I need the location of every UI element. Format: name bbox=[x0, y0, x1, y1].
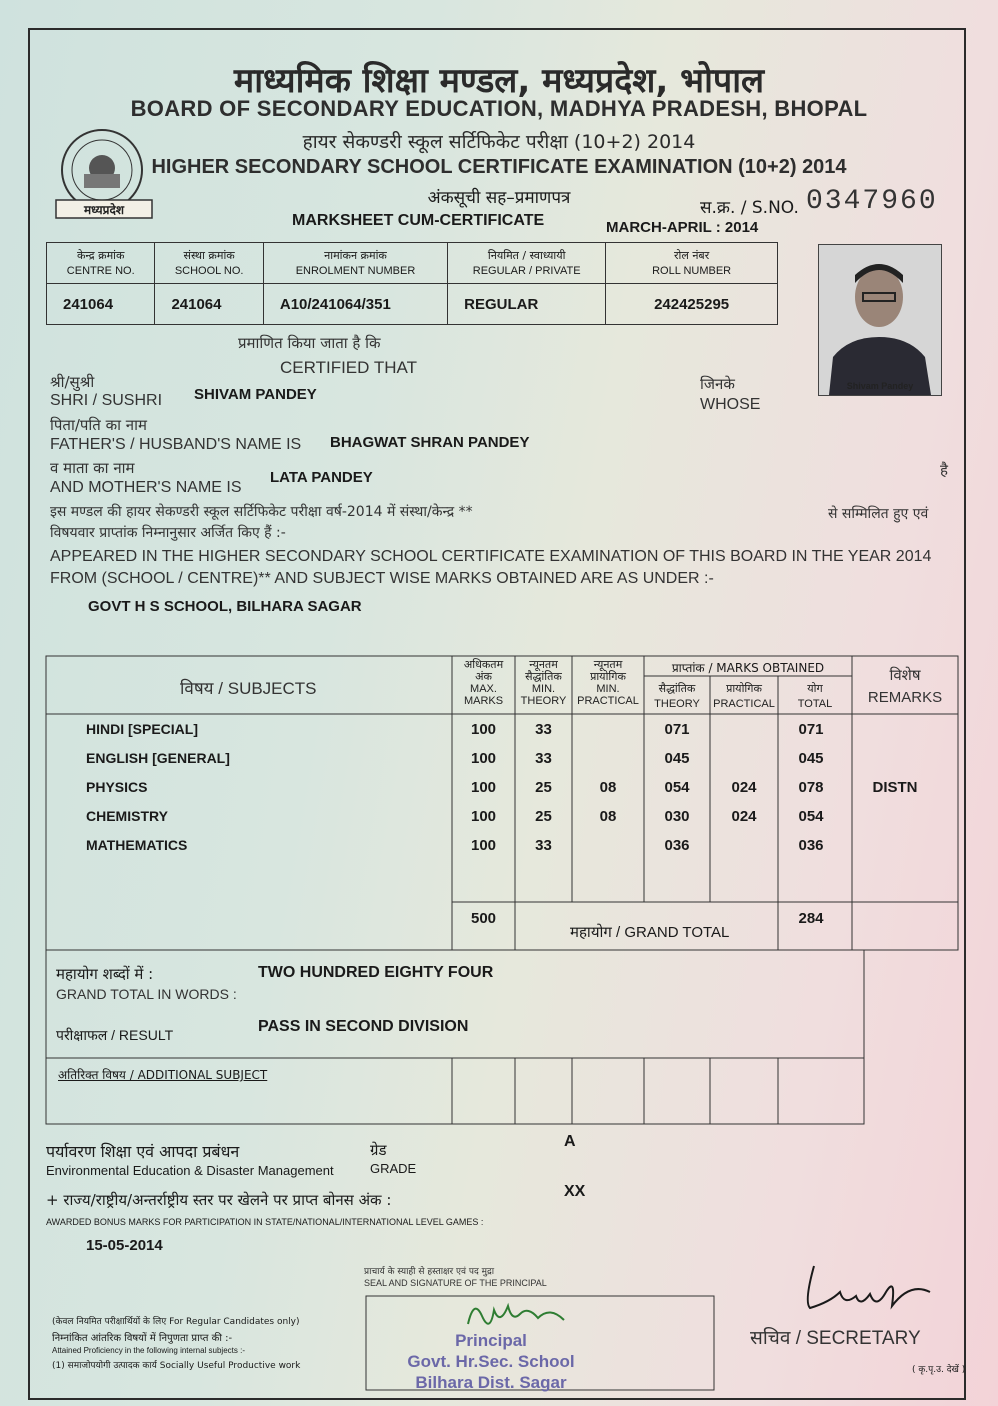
marks-min-pr-cell: 08 bbox=[599, 808, 617, 825]
whose-english: WHOSE bbox=[700, 396, 761, 413]
note-proficiency-english: Attained Proficiency in the following internal subjects :- bbox=[52, 1346, 245, 1355]
school-no-header: संस्था क्रमांक SCHOOL NO. bbox=[155, 243, 263, 284]
marks-max-cell: 100 bbox=[470, 750, 497, 767]
appeared-hindi-3: विषयवार प्राप्तांक निम्नानुसार अर्जित किए हैं :- bbox=[50, 525, 286, 541]
mother-name: LATA PANDEY bbox=[270, 469, 373, 486]
board-name-hindi: माध्यमिक शिक्षा मण्डल, मध्यप्रदेश, भोपाल bbox=[233, 61, 765, 101]
certified-english: CERTIFIED THAT bbox=[280, 358, 417, 377]
photo-caption: Shivam Pandey bbox=[846, 381, 914, 391]
marks-obtained-header: प्राप्तांक / MARKS OBTAINED bbox=[671, 661, 825, 675]
grand-total-label: महायोग / GRAND TOTAL bbox=[570, 923, 730, 941]
practical-header: प्रायोगिक PRACTICAL bbox=[713, 682, 775, 710]
seal-label-english: SEAL AND SIGNATURE OF THE PRINCIPAL bbox=[364, 1278, 547, 1288]
issue-date: 15-05-2014 bbox=[86, 1237, 163, 1254]
marksheet-title-hindi: अंकसूची सह–प्रमाणपत्र bbox=[427, 188, 571, 208]
bonus-english: AWARDED BONUS MARKS FOR PARTICIPATION IN STATE/NATIONAL/INTERNATIONAL LEVEL GAMES : bbox=[46, 1217, 484, 1227]
regular-private-header: नियमित / स्वाध्यायी REGULAR / PRIVATE bbox=[448, 243, 606, 284]
marks-max-cell: 100 bbox=[470, 837, 497, 854]
env-edu-hindi: पर्यावरण शिक्षा एवं आपदा प्रबंधन bbox=[46, 1142, 240, 1161]
marks-min-th-cell: 33 bbox=[535, 837, 552, 854]
marks-min-th-cell: 25 bbox=[535, 779, 552, 796]
marks-subject-cell: MATHEMATICS bbox=[86, 837, 188, 853]
marks-subject-cell: HINDI [SPECIAL] bbox=[86, 721, 198, 737]
marks-min-th-cell: 33 bbox=[535, 721, 552, 738]
max-marks-total: 500 bbox=[470, 910, 497, 927]
father-label-english: FATHER'S / HUSBAND'S NAME IS bbox=[50, 436, 302, 453]
certified-hindi: प्रमाणित किया जाता है कि bbox=[238, 334, 381, 352]
theory-header: सैद्धांतिक THEORY bbox=[654, 682, 700, 710]
regular-private-value: REGULAR bbox=[448, 284, 606, 325]
exam-name-english: HIGHER SECONDARY SCHOOL CERTIFICATE EXAMINATION (10+2) 2014 bbox=[151, 156, 847, 178]
appeared-hindi-1: इस मण्डल की हायर सेकण्डरी स्कूल सर्टिफिकेट परीक्षा वर्ष-2014 में संस्था/केन्द्र ** bbox=[50, 504, 473, 520]
marks-th-cell: 054 bbox=[664, 779, 690, 796]
exam-name-hindi: हायर सेकण्डरी स्कूल सर्टिफिकेट परीक्षा (10+2) 2014 bbox=[302, 131, 696, 153]
appeared-english-2: FROM (SCHOOL / CENTRE)** AND SUBJECT WISE MARKS OBTAINED ARE AS UNDER :- bbox=[50, 570, 714, 587]
marks-total-cell: 078 bbox=[798, 779, 824, 796]
remarks-header: विशेष REMARKS bbox=[867, 666, 943, 706]
marks-min-pr-cell: 08 bbox=[599, 779, 617, 796]
school-no-value: 241064 bbox=[155, 284, 263, 325]
marks-th-cell: 036 bbox=[664, 837, 690, 854]
marks-max-cell: 100 bbox=[470, 779, 497, 796]
secretary-signature-icon bbox=[800, 1262, 940, 1322]
seal-label-hindi: प्राचार्य के स्याही से हस्ताक्षर एवं पद मुद्रा bbox=[364, 1267, 495, 1277]
note-proficiency-hindi: निम्नांकित आंतरिक विषयों में निपुणता प्राप्त की :- bbox=[52, 1333, 233, 1344]
marks-th-cell: 030 bbox=[664, 808, 690, 825]
enrolment-value: A10/241064/351 bbox=[263, 284, 447, 325]
exam-session: MARCH-APRIL : 2014 bbox=[606, 219, 759, 236]
whose-hindi: जिनके bbox=[700, 375, 735, 393]
mother-label-hindi: व माता का नाम bbox=[50, 459, 135, 477]
centre-no-value: 241064 bbox=[47, 284, 155, 325]
marks-pr-cell: 024 bbox=[731, 779, 757, 796]
enrolment-header: नामांकन क्रमांक ENROLMENT NUMBER bbox=[263, 243, 447, 284]
bonus-value: XX bbox=[564, 1183, 586, 1200]
school-name: GOVT H S SCHOOL, BILHARA SAGAR bbox=[88, 598, 362, 615]
max-marks-header: अधिकतम अंक MAX. MARKS bbox=[463, 658, 504, 707]
shri-english: SHRI / SUSHRI bbox=[50, 392, 163, 409]
min-theory-header: न्यूनतम सैद्धांतिक MIN. THEORY bbox=[520, 658, 567, 707]
marks-subject-cell: CHEMISTRY bbox=[86, 808, 168, 824]
marks-subject-cell: PHYSICS bbox=[86, 779, 148, 795]
env-edu-english: Environmental Education & Disaster Management bbox=[46, 1163, 334, 1178]
hai-text: है bbox=[940, 461, 948, 479]
bonus-hindi: + राज्य/राष्ट्रीय/अन्तर्राष्ट्रीय स्तर पर खेलने पर प्राप्त बोनस अंक : bbox=[46, 1191, 392, 1209]
result-label: परीक्षाफल / RESULT bbox=[56, 1027, 174, 1044]
marks-subject-cell: ENGLISH [GENERAL] bbox=[86, 750, 230, 766]
serial-number-label: स.क्र. / S.NO. bbox=[700, 198, 799, 218]
centre-no-header: केन्द्र क्रमांक CENTRE NO. bbox=[47, 243, 155, 284]
marks-total-cell: 071 bbox=[798, 721, 824, 738]
marks-pr-cell: 024 bbox=[731, 808, 757, 825]
marks-total-cell: 054 bbox=[798, 808, 824, 825]
marks-th-cell: 045 bbox=[664, 750, 690, 767]
appeared-english-1: APPEARED IN THE HIGHER SECONDARY SCHOOL CERTIFICATE EXAMINATION OF THIS BOARD IN THE YEAR 2014 bbox=[50, 548, 932, 565]
result-value: PASS IN SECOND DIVISION bbox=[258, 1018, 469, 1035]
marks-remarks-cell: DISTN bbox=[872, 779, 918, 796]
marksheet-title-english: MARKSHEET CUM-CERTIFICATE bbox=[292, 212, 545, 229]
shri-hindi: श्री/सुश्री bbox=[50, 373, 95, 391]
marks-min-th-cell: 25 bbox=[535, 808, 552, 825]
roll-number-header: रोल नंबर ROLL NUMBER bbox=[606, 243, 778, 284]
principal-stamp: Principal Govt. Hr.Sec. School Bilhara Dist. Sagar bbox=[407, 1331, 575, 1392]
grand-total-value: 284 bbox=[798, 910, 824, 927]
marks-min-th-cell: 33 bbox=[535, 750, 552, 767]
subjects-header: विषय / SUBJECTS bbox=[180, 679, 317, 699]
grade-label-hindi: ग्रेड bbox=[370, 1141, 387, 1159]
grand-total-words-english: GRAND TOTAL IN WORDS : bbox=[56, 986, 237, 1002]
marks-total-cell: 036 bbox=[798, 837, 824, 854]
additional-subject-label: अतिरिक्त विषय / ADDITIONAL SUBJECT bbox=[58, 1068, 268, 1082]
min-practical-header: न्यूनतम प्रायोगिक MIN. PRACTICAL bbox=[577, 658, 639, 707]
marks-max-cell: 100 bbox=[470, 808, 497, 825]
grade-label-english: GRADE bbox=[370, 1161, 417, 1176]
emblem-text: मध्यप्रदेश bbox=[83, 203, 125, 217]
grand-total-words: TWO HUNDRED EIGHTY FOUR bbox=[258, 964, 494, 981]
candidate-name: SHIVAM PANDEY bbox=[194, 386, 317, 403]
father-name: BHAGWAT SHRAN PANDEY bbox=[330, 434, 530, 451]
marks-max-cell: 100 bbox=[470, 721, 497, 738]
mother-label-english: AND MOTHER'S NAME IS bbox=[50, 479, 242, 496]
principal-signature-icon bbox=[460, 1296, 570, 1332]
father-label-hindi: पिता/पति का नाम bbox=[50, 416, 147, 434]
please-turn-over: ( कृ.पृ.उ. देखें ) bbox=[912, 1365, 966, 1375]
board-name-english: BOARD OF SECONDARY EDUCATION, MADHYA PRADESH, BHOPAL bbox=[130, 96, 868, 121]
marks-th-cell: 071 bbox=[664, 721, 690, 738]
note-supw: (1) समाजोपयोगी उत्पादक कार्य Socially Useful Productive work bbox=[52, 1361, 301, 1371]
grade-value: A bbox=[564, 1133, 576, 1150]
total-header: योग TOTAL bbox=[797, 682, 833, 710]
grand-total-words-hindi: महायोग शब्दों में : bbox=[56, 965, 154, 983]
secretary-label: सचिव / SECRETARY bbox=[750, 1327, 921, 1349]
roll-number-value: 242425295 bbox=[606, 284, 778, 325]
appeared-hindi-2: से सम्मिलित हुए एवं bbox=[828, 506, 929, 522]
marks-total-cell: 045 bbox=[798, 750, 824, 767]
note-regular: (केवल नियमित परीक्षार्थियों के लिए For Regular Candidates only) bbox=[52, 1317, 300, 1327]
serial-number: 0347960 bbox=[806, 186, 938, 217]
